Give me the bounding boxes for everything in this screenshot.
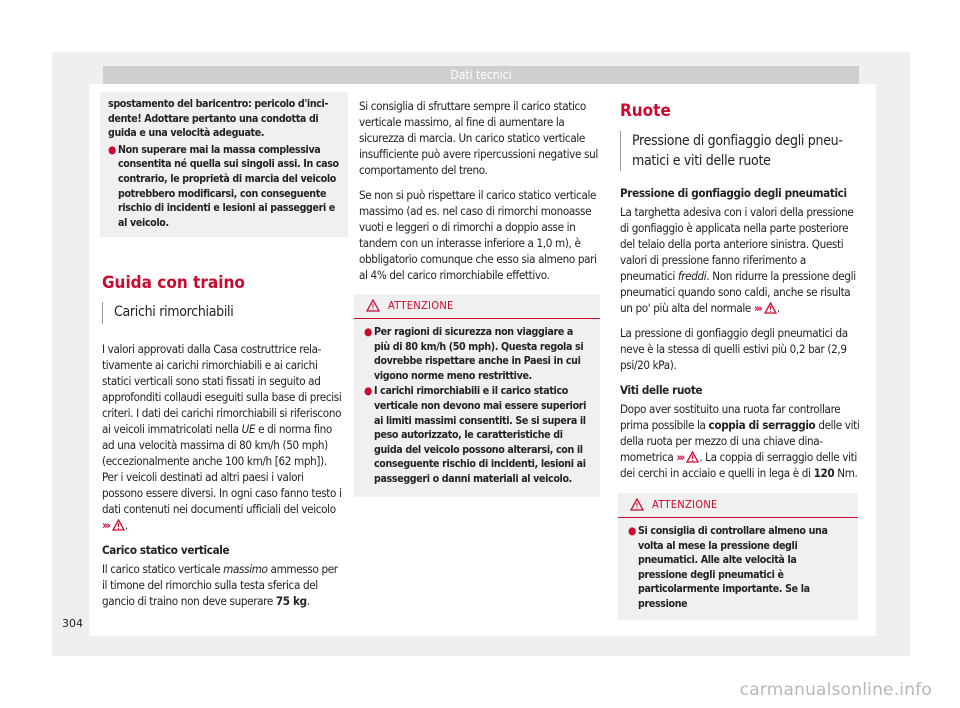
section-subtitle-towing: Carichi rimorchiabili [102, 302, 342, 324]
text: Dopo aver sostituito una ruota far controllare prima possibile la [620, 402, 841, 432]
reference-arrow-icon[interactable]: ››› [753, 301, 761, 315]
static-load-minimum-paragraph: Se non si può rispettare il carico statico verticale massimo (ad es. nel caso di rimorchi monoasse vuoti e leggeri o di rimorchi a doppio asse in tandem con un interasse inferiore a 1,0 m), è obbligatorio comunque che esso sia almeno pari al 4% del carico rimorchiabile effettivo. [359, 188, 597, 282]
text: . Non ridurre la pressione degli pneumatici quando sono caldi, anche se risulta un po' più alta del normale [620, 269, 856, 315]
static-load-advice-paragraph: Si consiglia di sfruttare sempre il carico statico verticale massimo, al fine di aumentare la sicurezza di marcia. Un carico statico verticale insufficiente può avere ripercussioni negative sul comportamento del treno. [359, 99, 598, 177]
warning-triangle-icon [630, 498, 644, 511]
warning-triangle-icon[interactable] [112, 519, 125, 531]
text: . La coppia di serraggio delle viti dei cerchi in acciaio e quelli in lega è di [620, 450, 857, 480]
left-column [102, 92, 342, 618]
bullet-icon: ● [364, 385, 372, 398]
bullet-icon: ● [364, 326, 372, 338]
warning-triangle-icon [366, 299, 380, 312]
text-italic: massimo [223, 562, 268, 577]
section-title-wheels: Ruote [620, 101, 671, 121]
text: ammesso per il timone del rimorchio sulla testa sferica del gancio di traino non deve superare [102, 562, 338, 609]
tyre-pressure-paragraph [620, 204, 860, 316]
text: delle viti della ruota per mezzo di una chiave dinamometrica [620, 418, 860, 464]
warning-triangle-icon[interactable] [764, 302, 777, 314]
warning-box-middle [354, 294, 600, 497]
warning-triangle-icon[interactable] [686, 451, 699, 463]
warning-text: spostamento del baricentro: pericolo d'incidente! Adottare pertanto una condotta di guida e una velocità adeguate. [108, 98, 329, 140]
warning-bullet-text: Per ragioni di sicurezza non viaggiare a più di 80 km/h (50 mph). Questa regola si dovrebbe rispettare anche in Paesi in cui vigono norme meno restrittive. [374, 326, 584, 382]
right-column [620, 100, 860, 620]
section-title-towing: Guida con traino [102, 273, 245, 294]
warning-bullet-text: I carichi rimorchiabili e il carico statico verticale non devono mai essere superiori ai limiti massimi consentiti. Se si supera il peso autorizzato, le caratteristiche di guida del veicolo possono alterarsi, con il conseguente rischio di incidenti, lesioni ai passeggeri o danni materiali al veicolo. [374, 385, 587, 485]
section-subtitle-wheels: Pressione di gonfiaggio degli pneumatici e viti delle ruote [620, 131, 860, 171]
text: . [776, 301, 780, 315]
text: Nm. [834, 466, 858, 480]
text-italic: freddi [677, 269, 707, 283]
text: I valori approvati dalla Casa costruttrice relativamente ai carichi rimorchiabili e ai carichi statici verticali sono stati fissati in seguito ad approfonditi collaudi eseguiti sulla base di precisi criteri. I dati dei carichi rimorchiabili si riferiscono ai veicoli immatricolati nella [102, 342, 342, 437]
warning-title: ATTENZIONE [652, 498, 718, 511]
warning-bullet [628, 524, 848, 612]
text-bold: coppia di serraggio [708, 418, 816, 432]
heading-tyre-pressure: Pressione di gonfiaggio degli pneumatici [620, 186, 847, 200]
warning-bullet-text: Non superare mai la massa complessiva consentita né quella sui singoli assi. In caso contrario, le proprietà di marcia del veicolo potrebbero modificarsi, con conseguente rischio di incidenti e lesioni ai passeggeri e al veicolo. [118, 143, 339, 229]
snow-tyre-paragraph: La pressione di gonfiaggio degli pneumatici da neve è la stessa di quelli estivi più 0,2 bar (2,9 psi/20 kPa). [620, 326, 848, 372]
text: e di norma fino ad una velocità massima di 80 km/h (50 mph) (eccezionalmente anche 100 km/h [62 mph]). Per i veicoli destinati ad altri paesi i valori possono essere diversi. In ogni caso fanno testo i dati contenuti nei documenti ufficiali del veicolo [102, 422, 342, 517]
warning-title: ATTENZIONE [388, 299, 454, 312]
towing-paragraph [102, 341, 342, 533]
watermark: carmanualsonline.info [739, 680, 932, 700]
heading-static-load: Carico statico verticale [102, 543, 230, 558]
static-load-paragraph [102, 561, 342, 609]
text-bold: 75 kg [275, 594, 307, 609]
text-italic: UE [241, 422, 256, 437]
text: Il carico statico verticale [102, 562, 224, 577]
text: . [306, 594, 310, 609]
warning-header [354, 294, 600, 319]
reference-arrow-icon[interactable]: ››› [102, 518, 109, 533]
warning-header [618, 493, 858, 518]
warning-bullet [364, 325, 590, 383]
wheel-bolts-paragraph [620, 401, 860, 481]
warning-bullet [108, 143, 340, 231]
middle-column [359, 98, 601, 497]
heading-wheel-bolts: Viti delle ruote [620, 383, 703, 397]
left-warning-continuation [100, 92, 348, 237]
bullet-icon: ● [628, 525, 636, 537]
page-header: Dati tecnici [103, 66, 859, 84]
text-bold: 120 [813, 466, 835, 480]
text: La targhetta adesiva con i valori della pressione di gonfiaggio è applicata nella parte posteriore del telaio della porta anteriore sinistra. Questi valori di pressione fanno riferimento a pneumatici [620, 205, 854, 283]
reference-arrow-icon[interactable]: ››› [676, 450, 684, 464]
warning-bullet-text: Si consiglia di controllare almeno una volta al mese la pressione degli pneumatici. Alle alte velocità la pressione degli pneumatici è particolarmente importante. Se la pressione [638, 525, 828, 610]
bullet-icon: ● [108, 143, 116, 156]
warning-box-right [618, 493, 858, 620]
page-number: 304 [62, 617, 83, 630]
text: . [124, 518, 128, 533]
warning-bullet [364, 384, 590, 486]
